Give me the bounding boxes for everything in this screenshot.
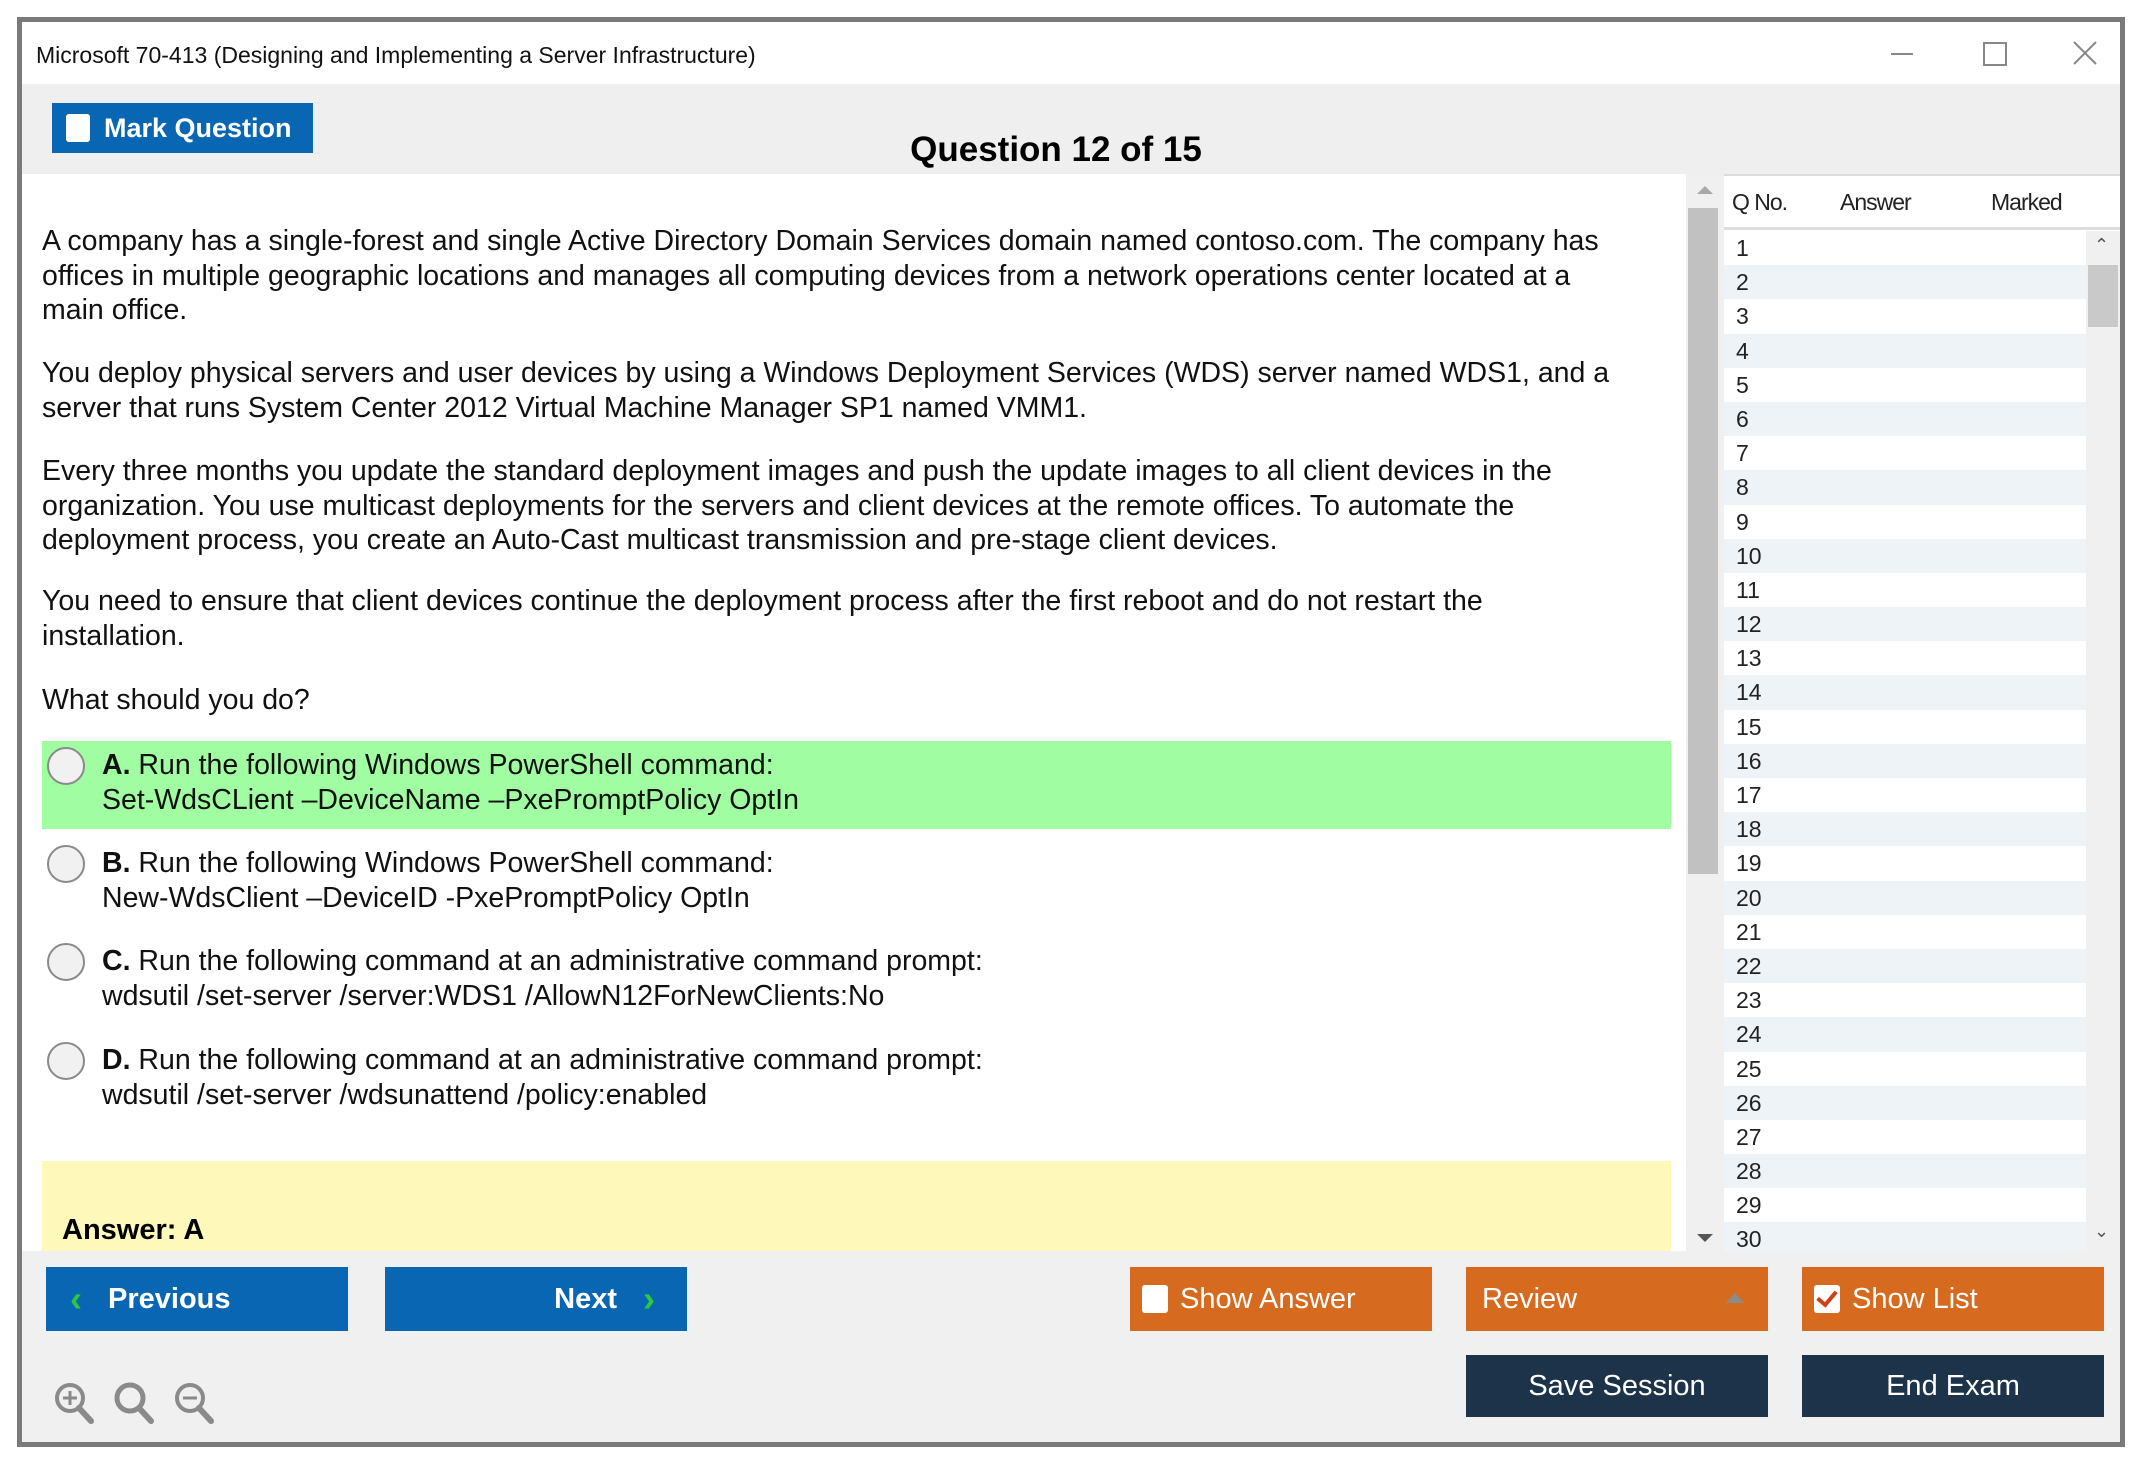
- question-list-row[interactable]: 28: [1724, 1154, 2086, 1188]
- column-header-answer[interactable]: Answer: [1840, 189, 1911, 215]
- question-list-row[interactable]: 6: [1724, 402, 2086, 436]
- radio-button-a[interactable]: [47, 747, 85, 785]
- option-b-text: [102, 846, 774, 916]
- question-list-row[interactable]: 1: [1736, 235, 1749, 261]
- scroll-down-arrow-icon[interactable]: [1697, 1234, 1713, 1242]
- previous-label: Previous: [108, 1282, 231, 1315]
- question-paragraph-1: [42, 224, 1682, 328]
- question-list-row[interactable]: 20: [1724, 881, 2086, 915]
- end-exam-label: End Exam: [1886, 1369, 2020, 1402]
- next-button[interactable]: [385, 1267, 687, 1331]
- maximize-button[interactable]: [1964, 30, 2024, 76]
- option-letter: B.: [102, 847, 131, 879]
- option-c-text: [102, 944, 983, 1014]
- option-line2: Set-WdsCLient –DeviceName –PxePromptPolicy OptIn: [102, 784, 799, 816]
- question-list-row[interactable]: 10: [1724, 539, 2086, 573]
- radio-button-d[interactable]: [47, 1042, 85, 1080]
- text-line: You deploy physical servers and user devices by using a Windows Deployment Services (WDS) server named WDS1, and a: [42, 357, 1610, 389]
- text-line: What should you do?: [42, 684, 310, 716]
- question-paragraph-4: [42, 584, 1682, 653]
- question-list-row[interactable]: 3: [1736, 303, 1749, 330]
- question-list-row[interactable]: 11: [1736, 576, 1760, 603]
- review-label: Review: [1482, 1282, 1578, 1315]
- question-list-row[interactable]: 22: [1724, 949, 2086, 983]
- zoom-in-icon[interactable]: [52, 1380, 96, 1426]
- list-scrollbar-thumb[interactable]: [2088, 265, 2118, 327]
- option-letter: D.: [102, 1044, 131, 1076]
- question-title: [22, 132, 2125, 168]
- question-list-row[interactable]: 5: [1736, 371, 1749, 398]
- column-header-qno[interactable]: Q No.: [1732, 189, 1788, 215]
- question-list-rows: [1724, 231, 2086, 1251]
- exam-window: [17, 17, 2125, 1447]
- question-list-row[interactable]: 30: [1724, 1222, 2086, 1251]
- question-content: [22, 174, 1686, 1251]
- question-prompt: [42, 683, 1682, 718]
- question-list-row[interactable]: 9: [1736, 508, 1749, 535]
- checked-checkbox-icon: [1814, 1285, 1840, 1313]
- question-list-row[interactable]: 21: [1736, 918, 1762, 945]
- close-button[interactable]: [2055, 30, 2115, 76]
- option-d[interactable]: [42, 1036, 1671, 1124]
- review-dropdown[interactable]: [1466, 1267, 1768, 1331]
- question-list-row[interactable]: 27: [1736, 1123, 1762, 1150]
- option-a-text: [102, 748, 799, 818]
- question-list-row[interactable]: 25: [1736, 1055, 1762, 1082]
- zoom-reset-icon[interactable]: [112, 1380, 156, 1426]
- question-list-row[interactable]: 23: [1736, 987, 1762, 1014]
- close-icon: [2055, 30, 2115, 76]
- save-session-label: Save Session: [1528, 1369, 1706, 1402]
- show-answer-label: Show Answer: [1180, 1282, 1356, 1315]
- question-list-row[interactable]: 15: [1736, 713, 1762, 740]
- question-header: [22, 84, 2120, 174]
- save-session-button[interactable]: [1466, 1355, 1768, 1417]
- show-answer-button[interactable]: [1130, 1267, 1432, 1331]
- option-line1: Run the following command at an administrative command prompt:: [130, 945, 983, 977]
- content-scrollbar[interactable]: [1686, 174, 1724, 1251]
- question-list-row[interactable]: 18: [1724, 812, 2086, 846]
- text-line: Every three months you update the standard deployment images and push the update images to all client devices in the: [42, 455, 1552, 487]
- title-bar: [22, 22, 2120, 84]
- option-line2: wdsutil /set-server /wdsunattend /policy:enabled: [102, 1079, 708, 1111]
- question-list-scrollbar[interactable]: [2086, 231, 2122, 1251]
- radio-button-b[interactable]: [47, 845, 85, 883]
- next-label: Next: [554, 1282, 617, 1315]
- option-line2: wdsutil /set-server /server:WDS1 /AllowN12ForNewClients:No: [102, 980, 885, 1012]
- text-line: You need to ensure that client devices continue the deployment process after the first reboot and do not restart the: [42, 585, 1483, 617]
- answer-label: Answer: A: [62, 1214, 205, 1246]
- question-list-row[interactable]: 4: [1724, 334, 2086, 368]
- option-c[interactable]: [42, 937, 1671, 1025]
- question-list-row[interactable]: 7: [1736, 440, 1749, 467]
- text-line: main office.: [42, 294, 188, 326]
- text-line: offices in multiple geographic locations and manages all computing devices from a network operations center located at a: [42, 259, 1571, 292]
- text-line: deployment process, you create an Auto-Cast multicast transmission and pre-stage client devices.: [42, 524, 1278, 556]
- option-d-text: [102, 1043, 983, 1113]
- column-header-marked[interactable]: Marked: [1991, 189, 2062, 215]
- text-line: A company has a single-forest and single Active Directory Domain Services domain named contoso.com. The company has: [42, 225, 1599, 257]
- chevron-up-icon[interactable]: ⌃: [2094, 235, 2110, 255]
- question-list-row[interactable]: 13: [1736, 645, 1762, 672]
- question-list-row[interactable]: 29: [1736, 1192, 1762, 1219]
- option-line1: Run the following Windows PowerShell command:: [130, 847, 774, 879]
- show-list-button[interactable]: [1802, 1267, 2104, 1331]
- question-list-row[interactable]: 24: [1724, 1017, 2086, 1051]
- question-title-text: Question 12 of 15: [910, 130, 1202, 169]
- show-list-label: Show List: [1852, 1282, 1978, 1315]
- scrollbar-thumb[interactable]: [1688, 208, 1718, 874]
- question-list-row[interactable]: 2: [1724, 265, 2086, 299]
- minimize-button[interactable]: [1872, 30, 1932, 76]
- question-list-row[interactable]: 17: [1736, 782, 1762, 808]
- zoom-out-icon[interactable]: [172, 1380, 216, 1426]
- window-title: Microsoft 70-413 (Designing and Implementing a Server Infrastructure): [36, 42, 756, 68]
- question-list-row[interactable]: 26: [1724, 1086, 2086, 1120]
- option-line1: Run the following command at an administrative command prompt:: [130, 1044, 983, 1076]
- option-line2: New-WdsClient –DeviceID -PxePromptPolicy OptIn: [102, 882, 750, 914]
- triangle-up-icon: [1726, 1293, 1744, 1303]
- chevron-right-icon: ›: [643, 1278, 655, 1319]
- question-list-row[interactable]: 8: [1724, 470, 2086, 504]
- option-b[interactable]: [42, 839, 1671, 927]
- option-a[interactable]: [42, 741, 1671, 829]
- zoom-controls: [52, 1380, 216, 1426]
- question-list-row[interactable]: 12: [1724, 607, 2086, 641]
- end-exam-button[interactable]: [1802, 1355, 2104, 1417]
- option-letter: C.: [102, 945, 131, 977]
- question-list: [1724, 174, 2122, 1251]
- text-line: server that runs System Center 2012 Virtual Machine Manager SP1 named VMM1.: [42, 391, 1087, 424]
- option-letter: A.: [102, 749, 131, 781]
- question-list-row[interactable]: 19: [1736, 850, 1762, 877]
- scroll-up-arrow-icon[interactable]: [1697, 186, 1713, 194]
- text-line: organization. You use multicast deployments for the servers and client devices at the remote offices. To automate the: [42, 489, 1515, 522]
- radio-button-c[interactable]: [47, 943, 85, 981]
- chevron-down-icon[interactable]: ⌄: [2094, 1221, 2110, 1241]
- answer-box: [42, 1161, 1671, 1251]
- text-line: installation.: [42, 619, 185, 652]
- checkbox-icon: [1142, 1285, 1168, 1313]
- question-paragraph-3: [42, 454, 1682, 558]
- question-list-header: [1724, 174, 2122, 230]
- chevron-left-icon: ‹: [70, 1278, 82, 1319]
- option-line1: Run the following Windows PowerShell command:: [130, 749, 774, 781]
- mark-question-label: Mark Question: [104, 112, 292, 143]
- question-paragraph-2: [42, 356, 1682, 425]
- question-list-row[interactable]: 16: [1724, 744, 2086, 778]
- question-list-row[interactable]: 14: [1724, 675, 2086, 709]
- previous-button[interactable]: [46, 1267, 348, 1331]
